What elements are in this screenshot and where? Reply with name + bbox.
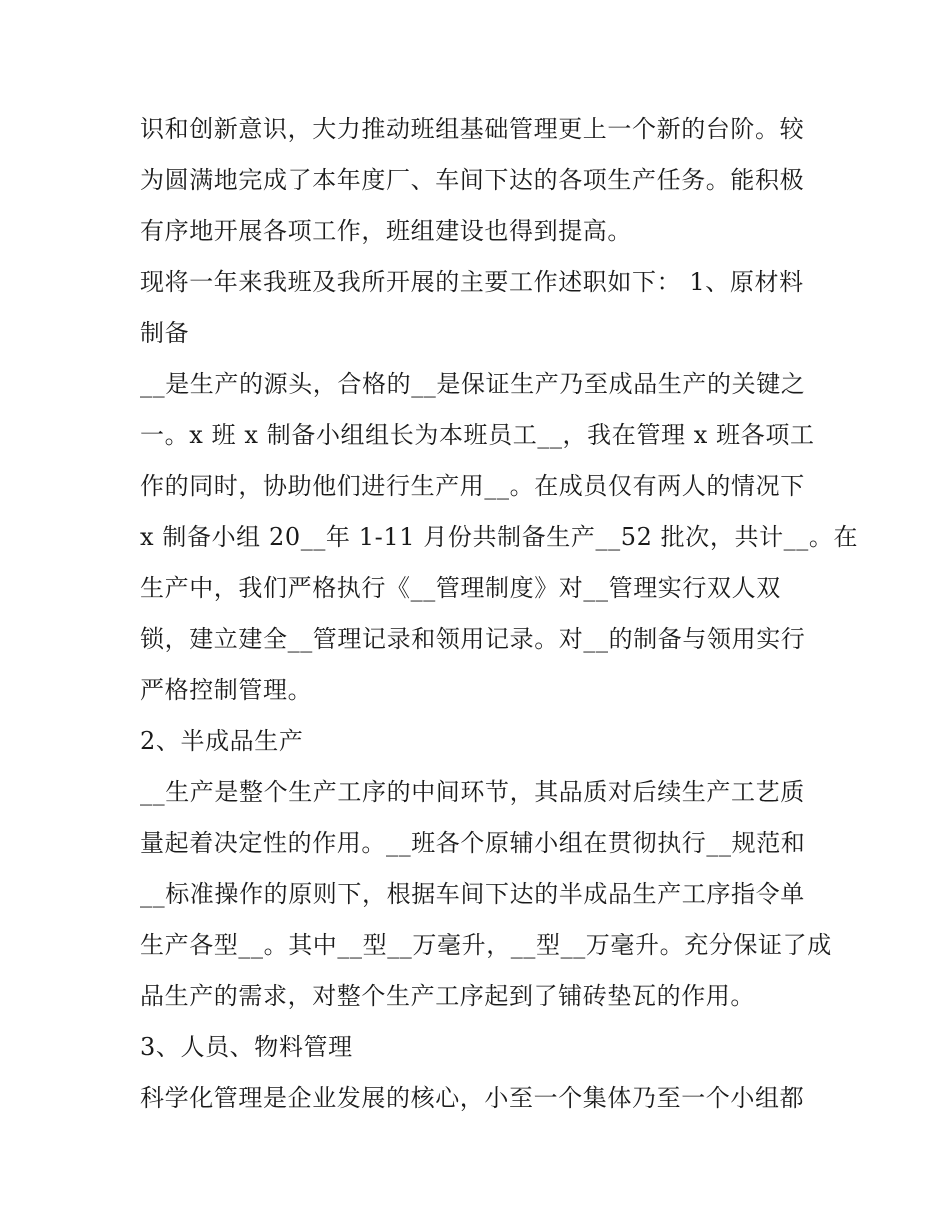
text-line: 为圆满地完成了本年度厂、车间下达的各项生产任务。能积极 <box>140 166 805 194</box>
text-line: 生产中，我们严格执行《__管理制度》对__管理实行双人双 <box>140 574 781 602</box>
text-line: 严格控制管理。 <box>140 676 313 704</box>
text-line: 锁，建立建全__管理记录和领用记录。对__的制备与领用实行 <box>140 625 806 653</box>
text-line: 现将一年来我班及我所开展的主要工作述职如下： 1、原材料 <box>140 268 804 296</box>
text-line: 作的同时，协助他们进行生产用__。在成员仅有两人的情况下 <box>140 472 805 500</box>
text-line: 有序地开展各项工作，班组建设也得到提高。 <box>140 217 632 245</box>
text-line: __是生产的源头，合格的__是保证生产乃至成品生产的关键之 <box>140 370 806 398</box>
text-line: __生产是整个生产工序的中间环节，其品质对后续生产工艺质 <box>140 778 805 806</box>
text-line: 生产各型__。其中__型__万毫升，__型__万毫升。充分保证了成 <box>140 931 832 959</box>
text-line: 科学化管理是企业发展的核心，小至一个集体乃至一个小组都 <box>140 1084 805 1112</box>
section-heading: 2、半成品生产 <box>140 727 304 755</box>
text-line: 识和创新意识，大力推动班组基础管理更上一个新的台阶。较 <box>140 115 805 143</box>
section-heading: 3、人员、物料管理 <box>140 1033 353 1061</box>
document-body <box>140 104 859 1124</box>
text-line: 品生产的需求，对整个生产工序起到了铺砖垫瓦的作用。 <box>140 982 755 1010</box>
text-line: __标准操作的原则下，根据车间下达的半成品生产工序指令单 <box>140 880 805 908</box>
text-line: 量起着决定性的作用。__班各个原辅小组在贯彻执行__规范和 <box>140 829 806 857</box>
text-line: 制备 <box>140 319 190 347</box>
text-line: 一。x 班 x 制备小组组长为本班员工__，我在管理 x 班各项工 <box>140 421 815 449</box>
text-line: x 制备小组 20__年 1-11 月份共制备生产__52 批次，共计__。在 <box>140 523 859 551</box>
